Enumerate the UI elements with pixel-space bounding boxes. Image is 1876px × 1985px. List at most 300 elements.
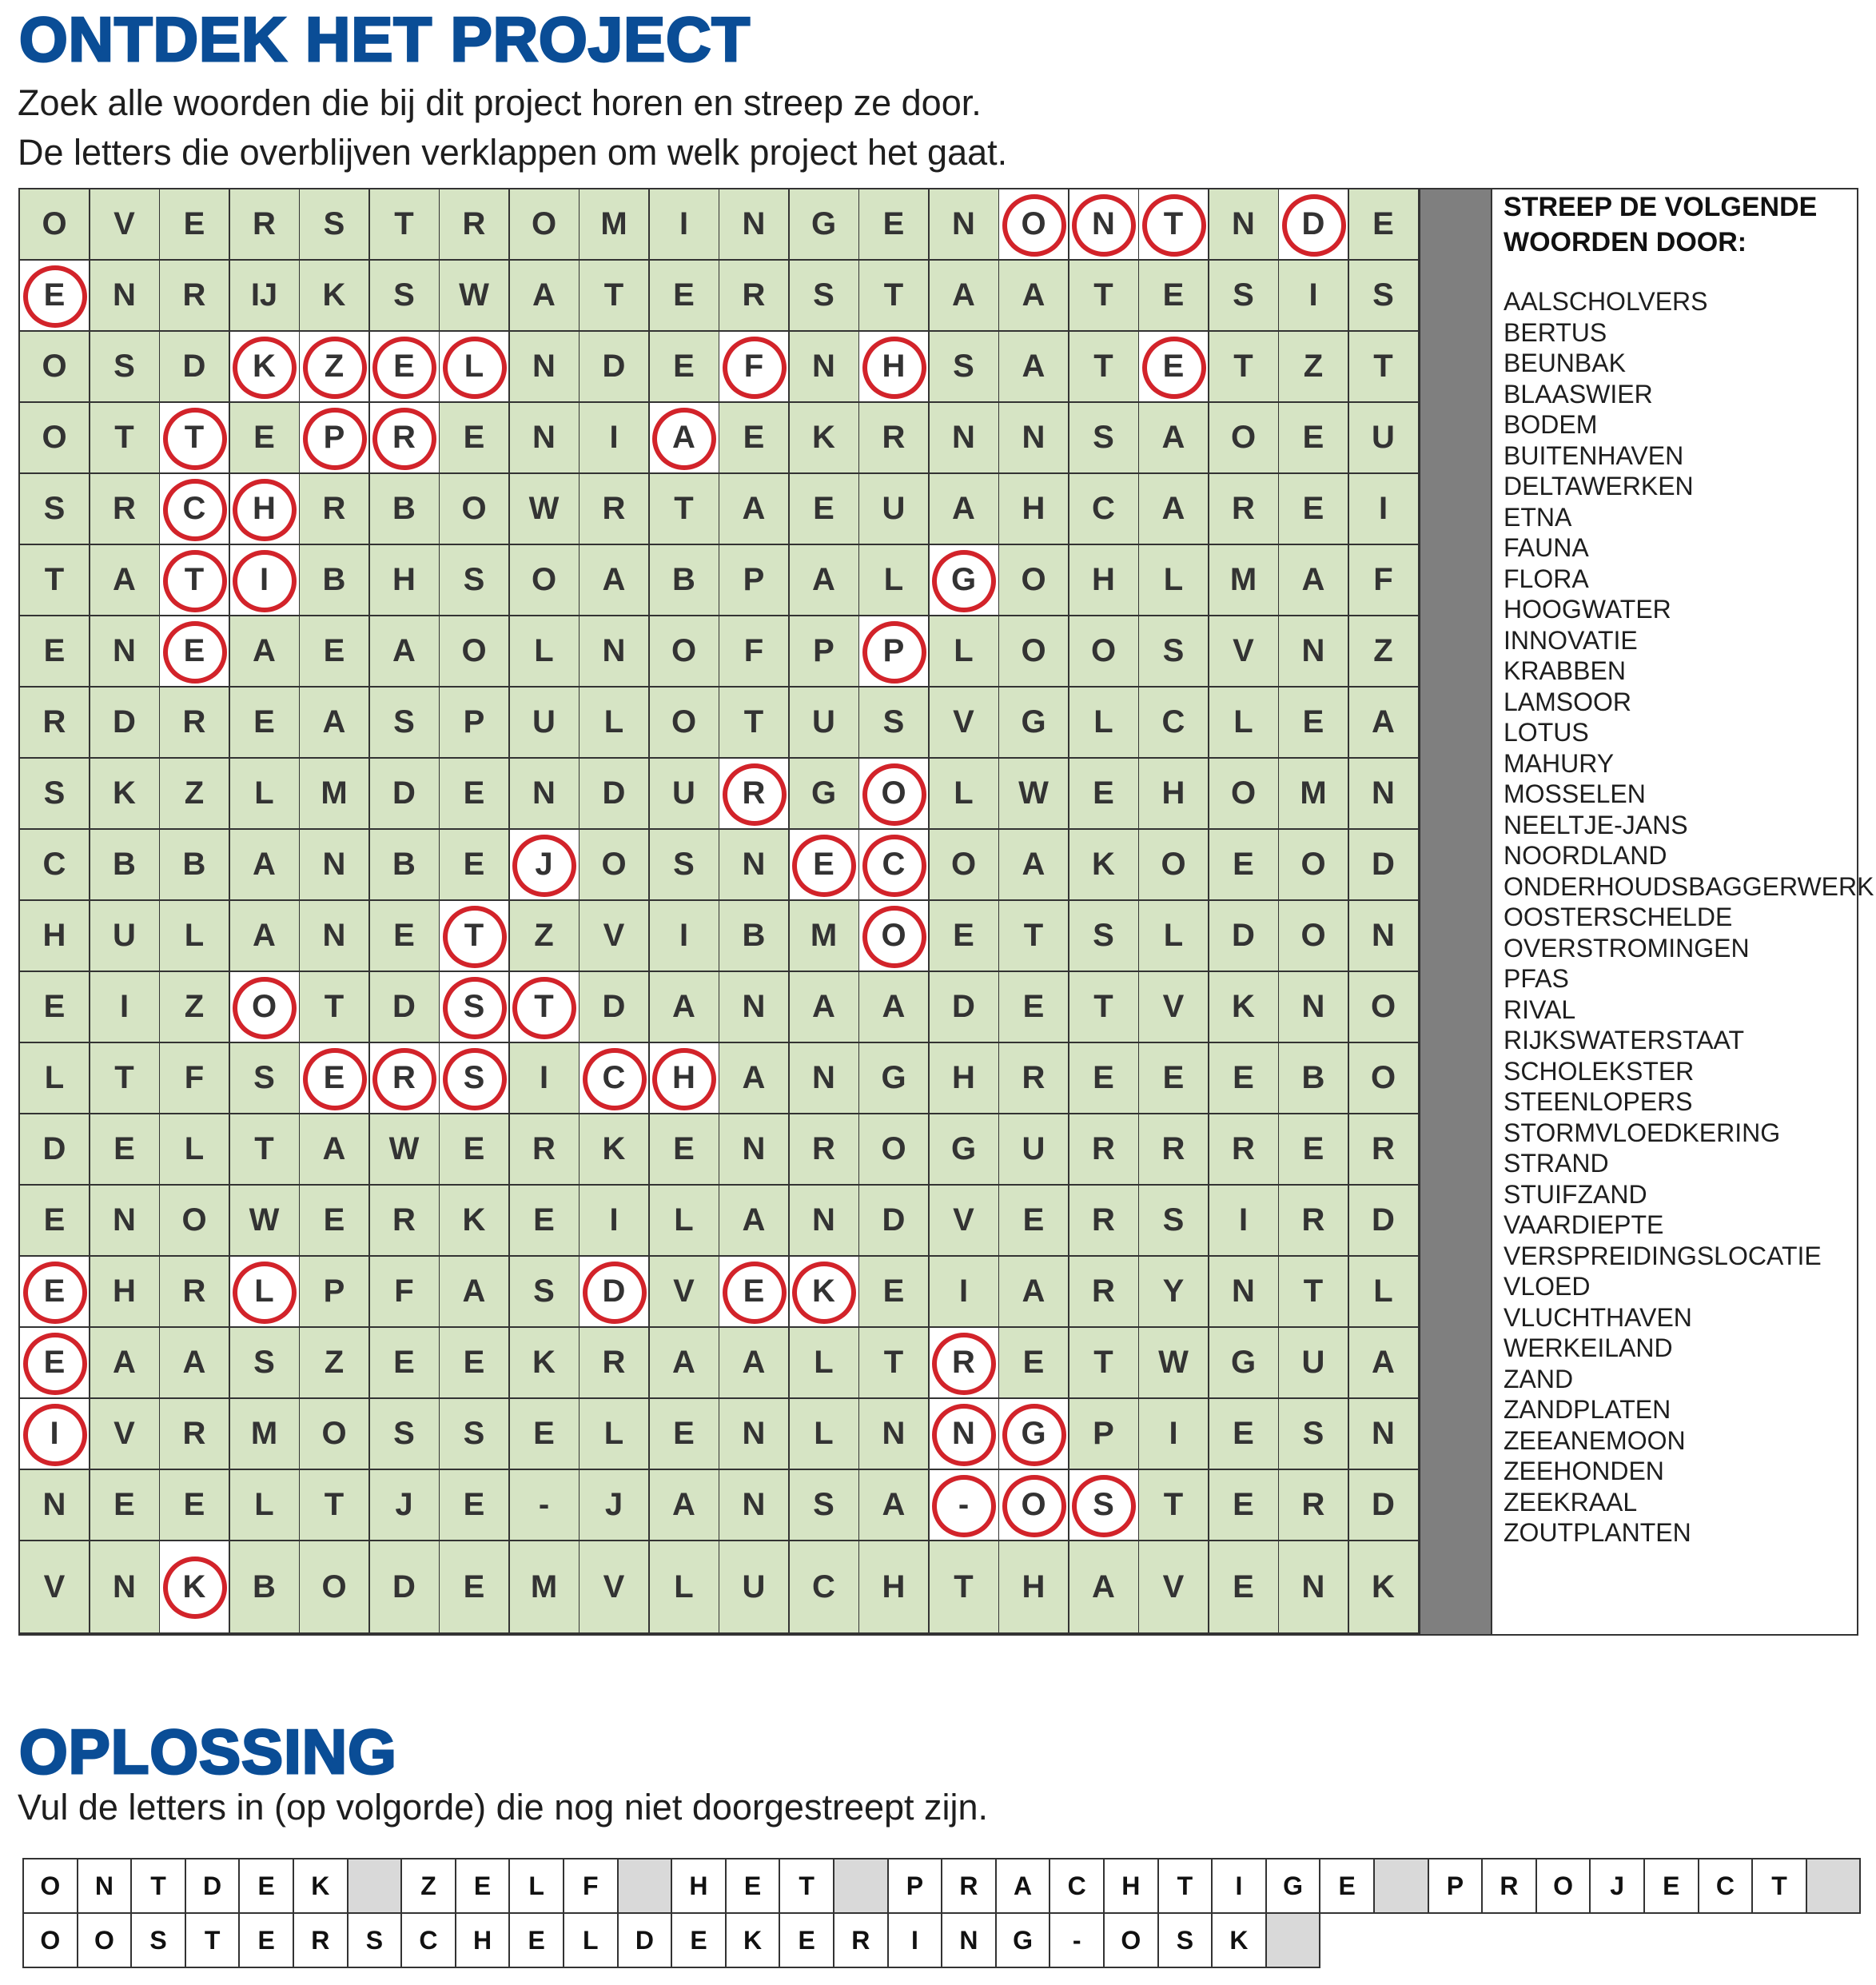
grid-cell[interactable]: L [230,759,301,830]
grid-cell[interactable]: I [20,1399,90,1470]
grid-cell[interactable]: D [930,972,1000,1043]
grid-cell[interactable]: C [1069,474,1140,545]
grid-cell[interactable]: E [999,1186,1069,1257]
grid-cell[interactable]: H [650,1043,720,1114]
grid-cell[interactable]: E [1209,1399,1280,1470]
grid-cell[interactable]: T [90,1043,161,1114]
grid-cell[interactable]: A [300,688,370,759]
grid-cell[interactable]: L [790,1399,860,1470]
answer-cell[interactable] [347,1858,403,1914]
grid-cell[interactable]: I [1349,474,1420,545]
grid-cell[interactable]: A [510,261,580,332]
grid-cell[interactable]: S [370,261,440,332]
grid-cell[interactable]: E [300,1043,370,1114]
grid-cell[interactable]: R [160,688,230,759]
answer-cell[interactable]: F [563,1858,619,1914]
grid-cell[interactable]: N [859,1399,930,1470]
grid-cell[interactable]: N [1349,901,1420,972]
grid-cell[interactable]: L [930,616,1000,688]
answer-cell[interactable] [617,1858,673,1914]
answer-cell[interactable] [1806,1858,1862,1914]
grid-cell[interactable]: R [580,1328,650,1399]
grid-cell[interactable]: T [1209,332,1280,403]
grid-cell[interactable]: R [1139,1114,1209,1186]
grid-cell[interactable]: R [859,403,930,474]
grid-cell[interactable]: N [719,1470,790,1541]
grid-cell[interactable]: K [580,1114,650,1186]
grid-cell[interactable]: - [510,1470,580,1541]
grid-cell[interactable]: U [719,1541,790,1634]
grid-cell[interactable]: I [90,972,161,1043]
grid-cell[interactable]: I [1209,1186,1280,1257]
grid-cell[interactable]: D [20,1114,90,1186]
grid-cell[interactable]: C [859,830,930,901]
answer-cell[interactable]: O [77,1912,133,1968]
grid-cell[interactable]: T [370,189,440,261]
grid-cell[interactable]: A [790,545,860,616]
grid-cell[interactable]: A [580,545,650,616]
grid-cell[interactable]: O [1209,403,1280,474]
answer-cell[interactable]: E [238,1858,294,1914]
grid-cell[interactable]: R [1349,1114,1420,1186]
answer-cell[interactable] [833,1858,889,1914]
grid-cell[interactable]: S [790,261,860,332]
grid-cell[interactable]: A [930,474,1000,545]
grid-cell[interactable]: E [1209,1541,1280,1634]
grid-cell[interactable]: E [20,1328,90,1399]
grid-cell[interactable]: M [300,759,370,830]
grid-cell[interactable]: E [1279,403,1349,474]
grid-cell[interactable]: G [790,759,860,830]
answer-cell[interactable]: C [1049,1858,1105,1914]
answer-cell[interactable]: C [400,1912,456,1968]
grid-cell[interactable]: I [580,1186,650,1257]
grid-cell[interactable]: A [859,972,930,1043]
grid-cell[interactable]: Z [160,972,230,1043]
answer-cell[interactable]: O [22,1912,78,1968]
grid-cell[interactable]: A [650,1470,720,1541]
grid-cell[interactable]: P [300,403,370,474]
grid-cell[interactable]: E [859,189,930,261]
grid-cell[interactable]: U [999,1114,1069,1186]
grid-cell[interactable]: H [999,1541,1069,1634]
grid-cell[interactable]: E [440,403,510,474]
grid-cell[interactable]: E [370,1328,440,1399]
grid-cell[interactable]: E [510,1186,580,1257]
grid-cell[interactable]: T [230,1114,301,1186]
grid-cell[interactable]: R [370,1186,440,1257]
grid-cell[interactable]: E [90,1114,161,1186]
answer-cell[interactable]: R [941,1858,997,1914]
grid-cell[interactable]: A [859,1470,930,1541]
answer-cell[interactable]: R [833,1912,889,1968]
grid-cell[interactable]: E [650,332,720,403]
grid-cell[interactable]: N [90,1541,161,1634]
answer-cell[interactable] [1373,1858,1429,1914]
answer-cell[interactable]: O [1535,1858,1591,1914]
grid-cell[interactable]: B [370,474,440,545]
grid-cell[interactable]: O [20,189,90,261]
grid-cell[interactable]: G [859,1043,930,1114]
grid-cell[interactable]: K [300,261,370,332]
grid-cell[interactable]: H [370,545,440,616]
grid-cell[interactable]: F [719,616,790,688]
grid-cell[interactable]: S [930,332,1000,403]
grid-cell[interactable]: O [230,972,301,1043]
grid-cell[interactable]: A [160,1328,230,1399]
grid-cell[interactable]: O [1209,759,1280,830]
grid-cell[interactable]: E [650,261,720,332]
grid-cell[interactable]: T [1139,189,1209,261]
grid-cell[interactable]: N [510,759,580,830]
grid-cell[interactable]: Z [160,759,230,830]
answer-cell[interactable]: E [779,1912,834,1968]
answer-cell[interactable]: N [941,1912,997,1968]
grid-cell[interactable]: S [790,1470,860,1541]
grid-cell[interactable]: O [999,616,1069,688]
answer-cell[interactable]: S [130,1912,186,1968]
grid-cell[interactable]: A [999,261,1069,332]
grid-cell[interactable]: A [719,1043,790,1114]
grid-cell[interactable]: V [930,688,1000,759]
answer-cell[interactable]: T [130,1858,186,1914]
grid-cell[interactable]: R [160,1399,230,1470]
grid-cell[interactable]: L [580,688,650,759]
grid-cell[interactable]: O [300,1399,370,1470]
grid-cell[interactable]: E [20,1186,90,1257]
grid-cell[interactable]: N [90,261,161,332]
grid-cell[interactable]: L [930,759,1000,830]
grid-cell[interactable]: O [300,1541,370,1634]
grid-cell[interactable]: E [1139,1043,1209,1114]
grid-cell[interactable]: R [160,261,230,332]
grid-cell[interactable]: U [650,759,720,830]
grid-cell[interactable]: S [510,1257,580,1328]
grid-cell[interactable]: D [580,332,650,403]
grid-cell[interactable]: I [650,901,720,972]
grid-cell[interactable]: R [90,474,161,545]
grid-cell[interactable]: A [790,972,860,1043]
grid-cell[interactable]: D [1349,1186,1420,1257]
grid-cell[interactable]: T [1069,1328,1140,1399]
grid-cell[interactable]: L [790,1328,860,1399]
grid-cell[interactable]: N [300,830,370,901]
grid-cell[interactable]: R [999,1043,1069,1114]
grid-cell[interactable]: P [440,688,510,759]
answer-cell[interactable]: G [995,1912,1051,1968]
grid-cell[interactable]: T [300,972,370,1043]
grid-cell[interactable]: E [510,1399,580,1470]
grid-cell[interactable]: O [859,1114,930,1186]
grid-cell[interactable]: P [859,616,930,688]
grid-cell[interactable]: E [160,189,230,261]
grid-cell[interactable]: P [719,545,790,616]
grid-cell[interactable]: E [999,1328,1069,1399]
grid-cell[interactable]: N [1209,1257,1280,1328]
grid-cell[interactable]: O [440,616,510,688]
grid-cell[interactable]: L [1209,688,1280,759]
grid-cell[interactable]: M [230,1399,301,1470]
grid-cell[interactable]: D [1349,1470,1420,1541]
grid-cell[interactable]: A [90,1328,161,1399]
grid-cell[interactable]: N [1279,972,1349,1043]
grid-cell[interactable]: O [1349,1043,1420,1114]
grid-cell[interactable]: R [719,759,790,830]
grid-cell[interactable]: A [440,1257,510,1328]
grid-cell[interactable]: C [1139,688,1209,759]
grid-cell[interactable]: E [719,403,790,474]
answer-cell[interactable]: K [725,1912,781,1968]
grid-cell[interactable]: O [999,189,1069,261]
grid-cell[interactable]: S [1279,1399,1349,1470]
grid-cell[interactable]: U [1349,403,1420,474]
grid-cell[interactable]: K [160,1541,230,1634]
answer-cell[interactable]: E [725,1858,781,1914]
grid-cell[interactable]: Y [1139,1257,1209,1328]
grid-cell[interactable]: E [440,1470,510,1541]
grid-cell[interactable]: C [790,1541,860,1634]
grid-cell[interactable]: K [510,1328,580,1399]
grid-cell[interactable]: W [440,261,510,332]
grid-cell[interactable]: E [650,1399,720,1470]
grid-cell[interactable]: S [440,1399,510,1470]
grid-cell[interactable]: H [859,1541,930,1634]
grid-cell[interactable]: T [580,261,650,332]
answer-cell[interactable]: E [238,1912,294,1968]
grid-cell[interactable]: E [300,1186,370,1257]
grid-cell[interactable]: O [999,545,1069,616]
grid-cell[interactable]: E [440,1328,510,1399]
grid-cell[interactable]: E [650,1114,720,1186]
grid-cell[interactable]: A [999,332,1069,403]
grid-cell[interactable]: O [440,474,510,545]
answer-cell[interactable]: G [1265,1858,1321,1914]
grid-cell[interactable]: J [370,1470,440,1541]
grid-cell[interactable]: C [580,1043,650,1114]
grid-cell[interactable]: E [440,1114,510,1186]
grid-cell[interactable]: O [510,189,580,261]
grid-cell[interactable]: S [370,688,440,759]
grid-cell[interactable]: S [90,332,161,403]
grid-cell[interactable]: L [20,1043,90,1114]
grid-cell[interactable]: V [90,1399,161,1470]
grid-cell[interactable]: L [580,1399,650,1470]
grid-cell[interactable]: G [1209,1328,1280,1399]
grid-cell[interactable]: E [440,830,510,901]
grid-cell[interactable]: A [90,545,161,616]
grid-cell[interactable]: W [1139,1328,1209,1399]
grid-cell[interactable]: S [859,688,930,759]
answer-cell[interactable]: H [455,1912,511,1968]
answer-cell[interactable]: I [887,1912,943,1968]
grid-cell[interactable]: K [1209,972,1280,1043]
grid-cell[interactable]: C [20,830,90,901]
grid-cell[interactable]: E [1279,688,1349,759]
grid-cell[interactable]: M [790,901,860,972]
grid-cell[interactable]: O [650,616,720,688]
grid-cell[interactable]: N [90,616,161,688]
grid-cell[interactable]: N [1279,1541,1349,1634]
grid-cell[interactable]: A [230,901,301,972]
grid-cell[interactable]: T [930,1541,1000,1634]
grid-cell[interactable]: E [160,616,230,688]
answer-cell[interactable]: T [1751,1858,1807,1914]
answer-cell[interactable]: S [1157,1912,1213,1968]
grid-cell[interactable]: E [440,759,510,830]
grid-cell[interactable]: O [1139,830,1209,901]
grid-cell[interactable]: B [160,830,230,901]
answer-cell[interactable] [1265,1912,1321,1968]
grid-cell[interactable]: R [1069,1114,1140,1186]
grid-cell[interactable]: R [1069,1186,1140,1257]
answer-cell[interactable]: K [293,1858,349,1914]
grid-cell[interactable]: R [20,688,90,759]
grid-cell[interactable]: O [20,332,90,403]
grid-cell[interactable]: L [440,332,510,403]
grid-cell[interactable]: S [20,759,90,830]
grid-cell[interactable]: S [370,1399,440,1470]
answer-cell[interactable]: T [1157,1858,1213,1914]
grid-cell[interactable]: E [230,403,301,474]
grid-cell[interactable]: K [790,1257,860,1328]
grid-cell[interactable]: A [370,616,440,688]
grid-cell[interactable]: N [719,972,790,1043]
grid-cell[interactable]: T [440,901,510,972]
grid-cell[interactable]: U [510,688,580,759]
grid-cell[interactable]: L [160,1114,230,1186]
grid-cell[interactable]: I [930,1257,1000,1328]
grid-cell[interactable]: E [1279,474,1349,545]
answer-cell[interactable]: P [1428,1858,1484,1914]
grid-cell[interactable]: K [790,403,860,474]
grid-cell[interactable]: T [300,1470,370,1541]
grid-cell[interactable]: M [1279,759,1349,830]
grid-cell[interactable]: D [370,759,440,830]
grid-cell[interactable]: W [510,474,580,545]
grid-cell[interactable]: O [930,830,1000,901]
grid-cell[interactable]: T [1349,332,1420,403]
grid-cell[interactable]: D [160,332,230,403]
grid-cell[interactable]: D [90,688,161,759]
grid-cell[interactable]: H [1069,545,1140,616]
grid-cell[interactable]: N [790,1043,860,1114]
answer-cell[interactable]: O [1103,1912,1159,1968]
answer-cell[interactable]: R [293,1912,349,1968]
grid-cell[interactable]: M [1209,545,1280,616]
grid-cell[interactable]: E [20,261,90,332]
grid-cell[interactable]: H [930,1043,1000,1114]
grid-cell[interactable]: Z [1349,616,1420,688]
grid-cell[interactable]: E [1069,759,1140,830]
grid-cell[interactable]: A [930,261,1000,332]
grid-cell[interactable]: B [90,830,161,901]
grid-cell[interactable]: E [1139,332,1209,403]
grid-cell[interactable]: L [230,1257,301,1328]
grid-cell[interactable]: P [300,1257,370,1328]
grid-cell[interactable]: T [1279,1257,1349,1328]
grid-cell[interactable]: E [20,972,90,1043]
grid-cell[interactable]: L [1139,901,1209,972]
grid-cell[interactable]: D [370,1541,440,1634]
grid-cell[interactable]: K [90,759,161,830]
grid-cell[interactable]: I [1279,261,1349,332]
grid-cell[interactable]: S [300,189,370,261]
grid-cell[interactable]: F [1349,545,1420,616]
grid-cell[interactable]: S [1139,616,1209,688]
grid-cell[interactable]: E [90,1470,161,1541]
answer-cell[interactable]: L [563,1912,619,1968]
grid-cell[interactable]: E [20,1257,90,1328]
answer-cell[interactable]: T [185,1912,241,1968]
grid-cell[interactable]: V [1139,1541,1209,1634]
answer-cell[interactable]: C [1698,1858,1754,1914]
answer-cell[interactable]: J [1589,1858,1645,1914]
grid-cell[interactable]: D [1279,189,1349,261]
answer-cell[interactable]: N [77,1858,133,1914]
answer-cell[interactable]: E [508,1912,564,1968]
grid-cell[interactable]: R [370,1043,440,1114]
grid-cell[interactable]: R [300,474,370,545]
grid-cell[interactable]: D [859,1186,930,1257]
grid-cell[interactable]: L [1139,545,1209,616]
grid-cell[interactable]: L [160,901,230,972]
grid-cell[interactable]: V [580,1541,650,1634]
grid-cell[interactable]: I [510,1043,580,1114]
grid-cell[interactable]: L [510,616,580,688]
grid-cell[interactable]: F [160,1043,230,1114]
grid-cell[interactable]: G [790,189,860,261]
grid-cell[interactable]: N [790,332,860,403]
grid-cell[interactable]: T [859,261,930,332]
grid-cell[interactable]: R [370,403,440,474]
grid-cell[interactable]: T [999,901,1069,972]
grid-cell[interactable]: E [719,1257,790,1328]
grid-cell[interactable]: R [1279,1470,1349,1541]
grid-cell[interactable]: A [230,616,301,688]
grid-cell[interactable]: L [859,545,930,616]
grid-cell[interactable]: R [230,189,301,261]
grid-cell[interactable]: E [230,688,301,759]
grid-cell[interactable]: S [1069,901,1140,972]
grid-cell[interactable]: I [230,545,301,616]
grid-cell[interactable]: A [1069,1541,1140,1634]
grid-cell[interactable]: D [1349,830,1420,901]
grid-cell[interactable]: S [440,545,510,616]
grid-cell[interactable]: E [1209,1470,1280,1541]
grid-cell[interactable]: E [999,972,1069,1043]
grid-cell[interactable]: N [790,1186,860,1257]
grid-cell[interactable]: E [1349,189,1420,261]
grid-cell[interactable]: M [580,189,650,261]
grid-cell[interactable]: D [370,972,440,1043]
grid-cell[interactable]: O [160,1186,230,1257]
grid-cell[interactable]: B [1279,1043,1349,1114]
grid-cell[interactable]: N [1209,189,1280,261]
grid-cell[interactable]: R [1279,1186,1349,1257]
grid-cell[interactable]: E [1279,1114,1349,1186]
grid-cell[interactable]: E [790,474,860,545]
grid-cell[interactable]: T [510,972,580,1043]
grid-cell[interactable]: T [160,403,230,474]
grid-cell[interactable]: G [999,688,1069,759]
grid-cell[interactable]: K [1349,1541,1420,1634]
grid-cell[interactable]: V [20,1541,90,1634]
grid-cell[interactable]: U [90,901,161,972]
grid-cell[interactable]: V [580,901,650,972]
grid-cell[interactable]: F [370,1257,440,1328]
grid-cell[interactable]: J [580,1470,650,1541]
grid-cell[interactable]: I [1139,1399,1209,1470]
